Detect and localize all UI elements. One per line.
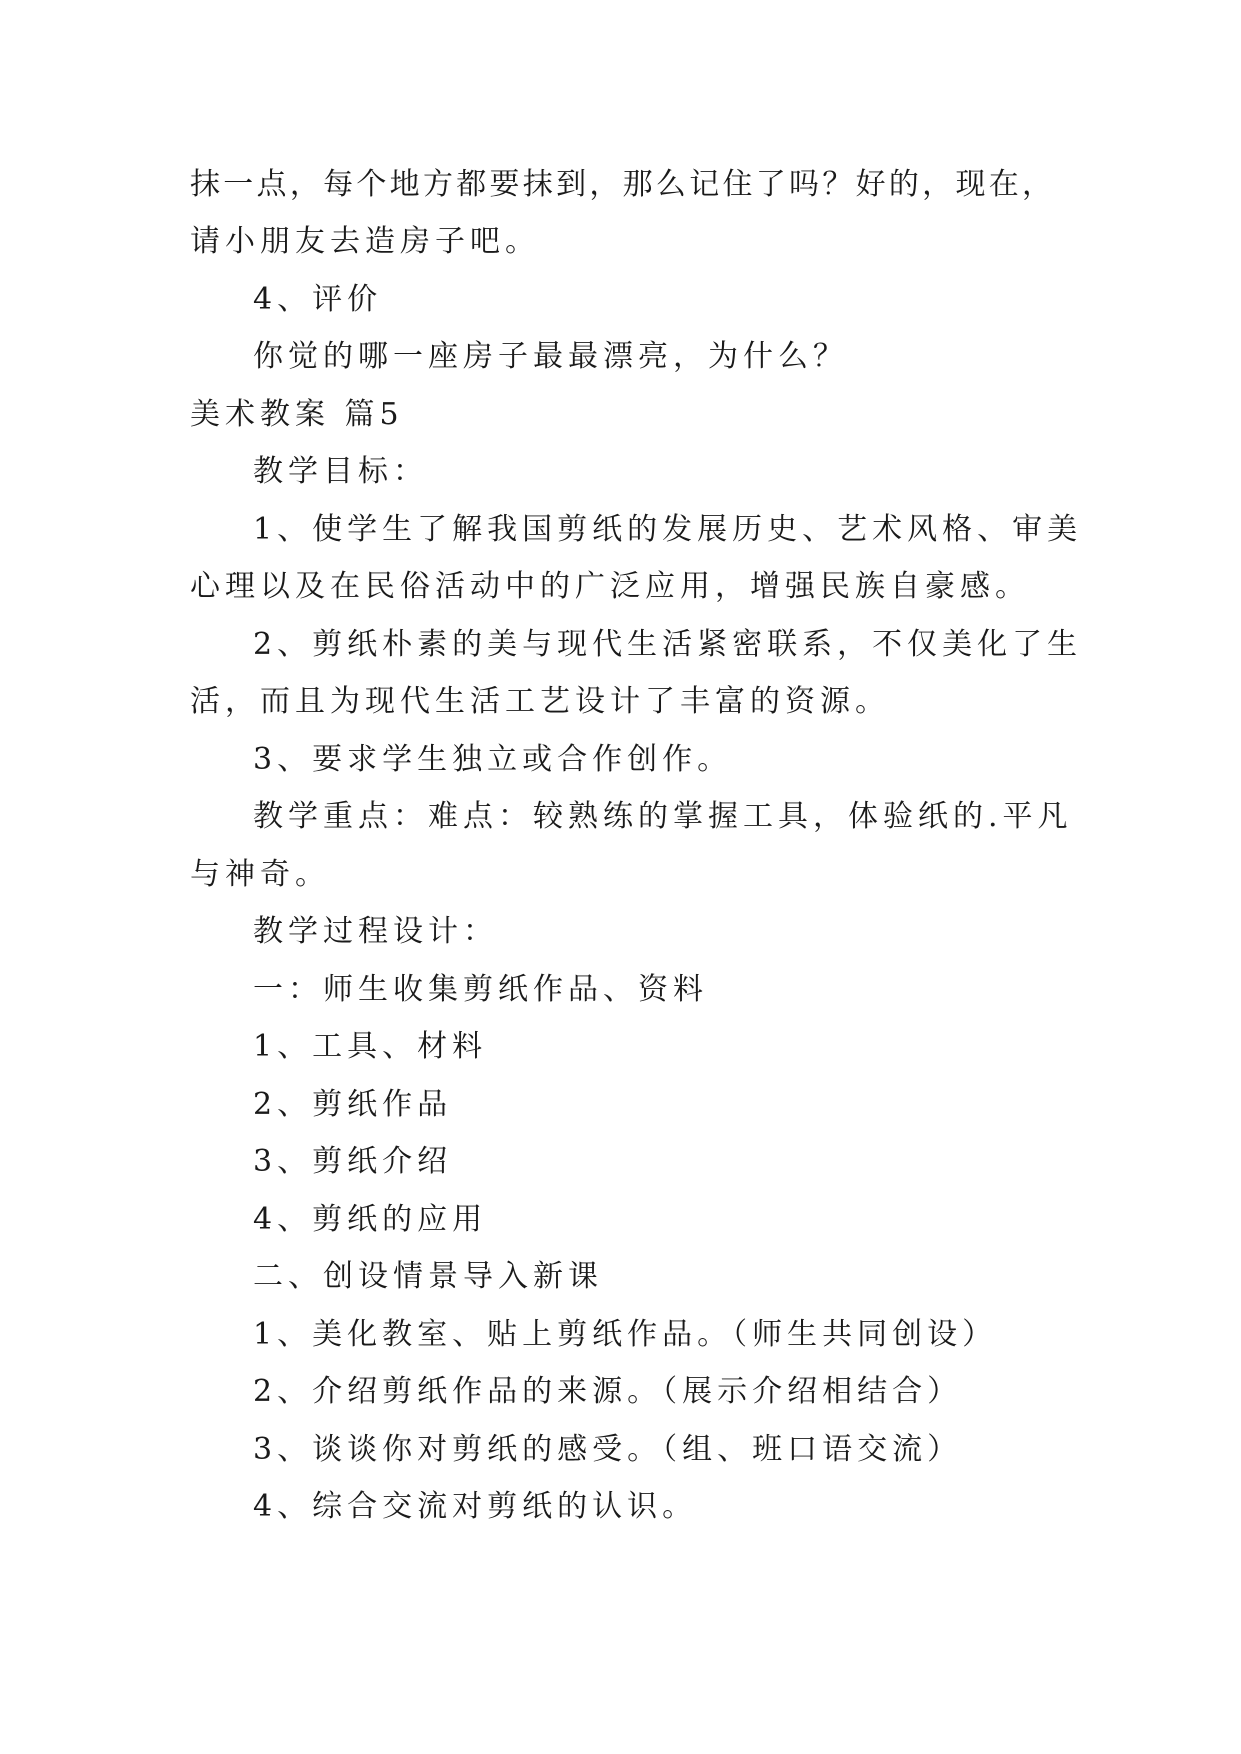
list-item: 2、介绍剪纸作品的来源。（展示介绍相结合） — [253, 1374, 963, 1409]
list-item: 3、剪纸介绍 — [253, 1144, 453, 1179]
paragraph-line: 教学重点：难点：较熟练的掌握工具，体验纸的.平凡 — [253, 799, 1073, 834]
paragraph-line: 请小朋友去造房子吧。 — [190, 224, 540, 259]
list-item: 1、使学生了解我国剪纸的发展历史、艺术风格、审美 — [253, 512, 1083, 547]
paragraph-line: 心理以及在民俗活动中的广泛应用，增强民族自豪感。 — [190, 569, 1030, 604]
paragraph-line: 与神奇。 — [190, 857, 330, 892]
list-item: 3、要求学生独立或合作创作。 — [253, 742, 733, 777]
list-item: 2、剪纸作品 — [253, 1087, 453, 1122]
subheading: 一：师生收集剪纸作品、资料 — [253, 972, 708, 1007]
paragraph-line: 抹一点，每个地方都要抹到，那么记住了吗？好的，现在， — [190, 167, 1052, 202]
list-item: 3、谈谈你对剪纸的感受。（组、班口语交流） — [253, 1432, 963, 1467]
list-item: 4、综合交流对剪纸的认识。 — [253, 1489, 698, 1524]
paragraph-line: 你觉的哪一座房子最最漂亮，为什么？ — [253, 339, 848, 374]
list-item: 2、剪纸朴素的美与现代生活紧密联系，不仅美化了生 — [253, 627, 1083, 662]
paragraph-line: 活，而且为现代生活工艺设计了丰富的资源。 — [190, 684, 890, 719]
list-item: 4、剪纸的应用 — [253, 1202, 488, 1237]
list-item: 4、评价 — [253, 282, 383, 317]
subheading: 二、创设情景导入新课 — [253, 1259, 603, 1294]
section-heading: 美术教案 篇5 — [190, 397, 404, 432]
list-item: 1、工具、材料 — [253, 1029, 488, 1064]
subheading: 教学目标： — [253, 454, 428, 489]
list-item: 1、美化教室、贴上剪纸作品。（师生共同创设） — [253, 1317, 998, 1352]
subheading: 教学过程设计： — [253, 914, 498, 949]
